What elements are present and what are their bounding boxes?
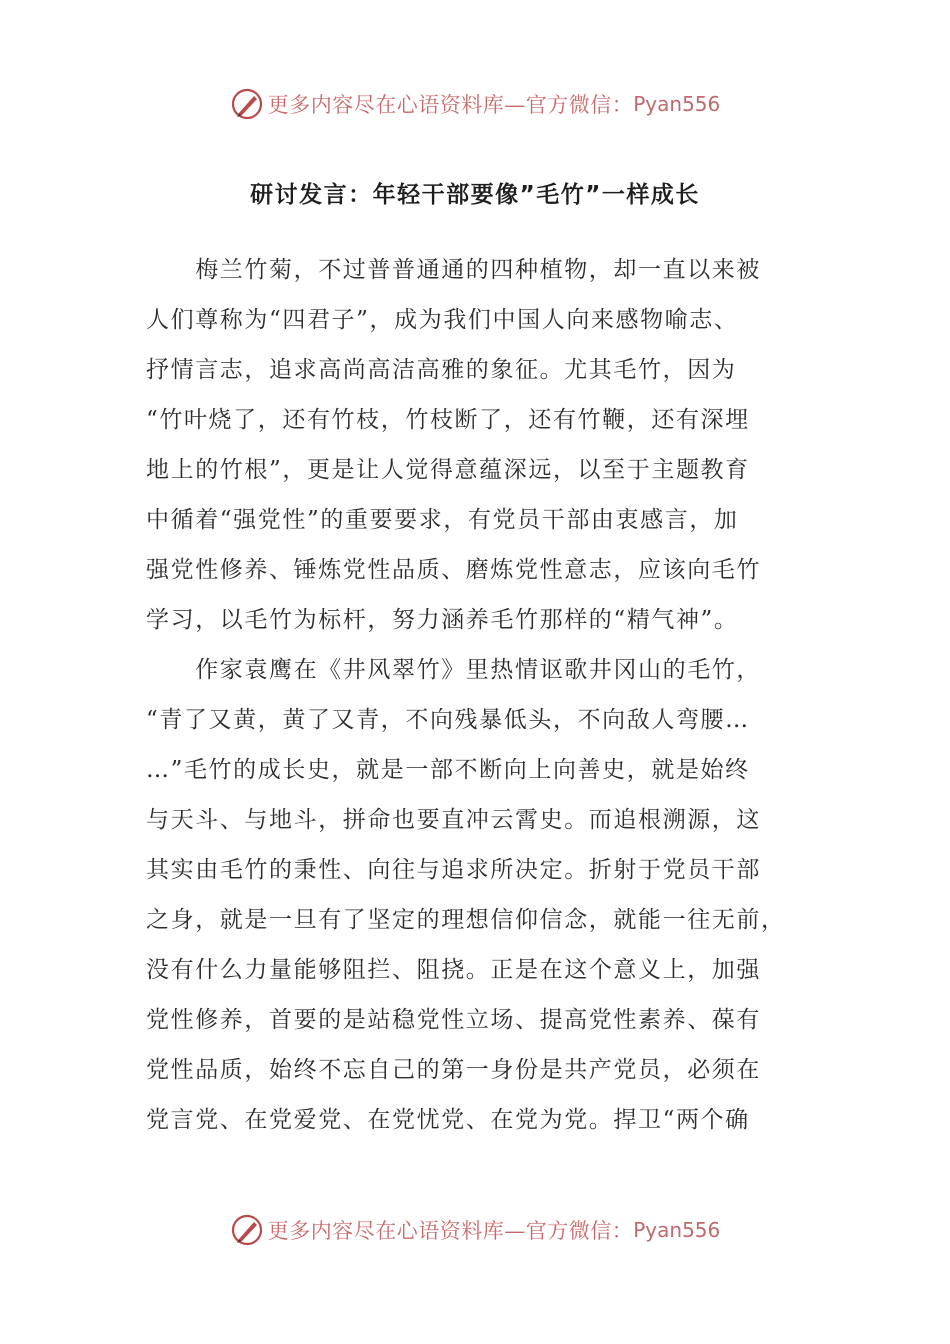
body-line: 与天斗、与地斗，拼命也要直冲云霄史。而追根溯源，这 bbox=[146, 807, 761, 833]
body-line: 作家袁鹰在《井风翠竹》里热情讴歌井冈山的毛竹， bbox=[146, 657, 761, 683]
document-title: 研讨发言：年轻干部要像”毛竹”一样成长 bbox=[250, 182, 700, 208]
footer-handle: Pyan556 bbox=[633, 1218, 721, 1242]
body-line: 人们尊称为“四君子”，成为我们中国人向来感物喻志、 bbox=[146, 307, 739, 333]
body-line: “青了又黄，黄了又青，不向残暴低头，不向敌人弯腰… bbox=[146, 707, 750, 733]
header-handle: Pyan556 bbox=[633, 92, 721, 116]
body-line: 地上的竹根”，更是让人觉得意蕴深远，以至于主题教育 bbox=[146, 457, 750, 483]
footer-text: 更多内容尽在心语资料库—官方微信： bbox=[267, 1219, 634, 1243]
body-line: 之身，就是一旦有了坚定的理想信仰信念，就能一往无前， bbox=[146, 907, 786, 933]
footer-banner bbox=[0, 1210, 950, 1250]
document-body bbox=[146, 245, 786, 1145]
body-line: “竹叶烧了，还有竹枝，竹枝断了，还有竹鞭，还有深埋 bbox=[146, 407, 750, 433]
body-line: …”毛竹的成长史，就是一部不断向上向善史，就是始终 bbox=[146, 757, 750, 783]
body-line: 学习，以毛竹为标杆，努力涵养毛竹那样的“精气神”。 bbox=[146, 607, 739, 633]
body-line: 抒情言志，追求高尚高洁高雅的象征。尤其毛竹，因为 bbox=[146, 357, 737, 383]
body-line: 其实由毛竹的秉性、向往与追求所决定。折射于党员干部 bbox=[146, 857, 761, 883]
body-line: 梅兰竹菊，不过普普通通的四种植物，却一直以来被 bbox=[146, 257, 761, 283]
pen-circle-logo-icon bbox=[230, 1213, 264, 1247]
pen-circle-logo-icon bbox=[230, 87, 264, 121]
body-line: 强党性修养、锤炼党性品质、磨炼党性意志，应该向毛竹 bbox=[146, 557, 761, 583]
body-line: 党性品质，始终不忘自己的第一身份是共产党员，必须在 bbox=[146, 1057, 761, 1083]
body-line: 没有什么力量能够阻拦、阻挠。正是在这个意义上，加强 bbox=[146, 957, 761, 983]
body-line: 党性修养，首要的是站稳党性立场、提高党性素养、葆有 bbox=[146, 1007, 761, 1033]
body-line: 中循着“强党性”的重要要求，有党员干部由衷感言，加 bbox=[146, 507, 739, 533]
header-banner bbox=[0, 84, 950, 124]
body-line: 党言党、在党爱党、在党忧党、在党为党。捍卫“两个确 bbox=[146, 1107, 750, 1133]
header-text: 更多内容尽在心语资料库—官方微信： bbox=[267, 93, 634, 117]
